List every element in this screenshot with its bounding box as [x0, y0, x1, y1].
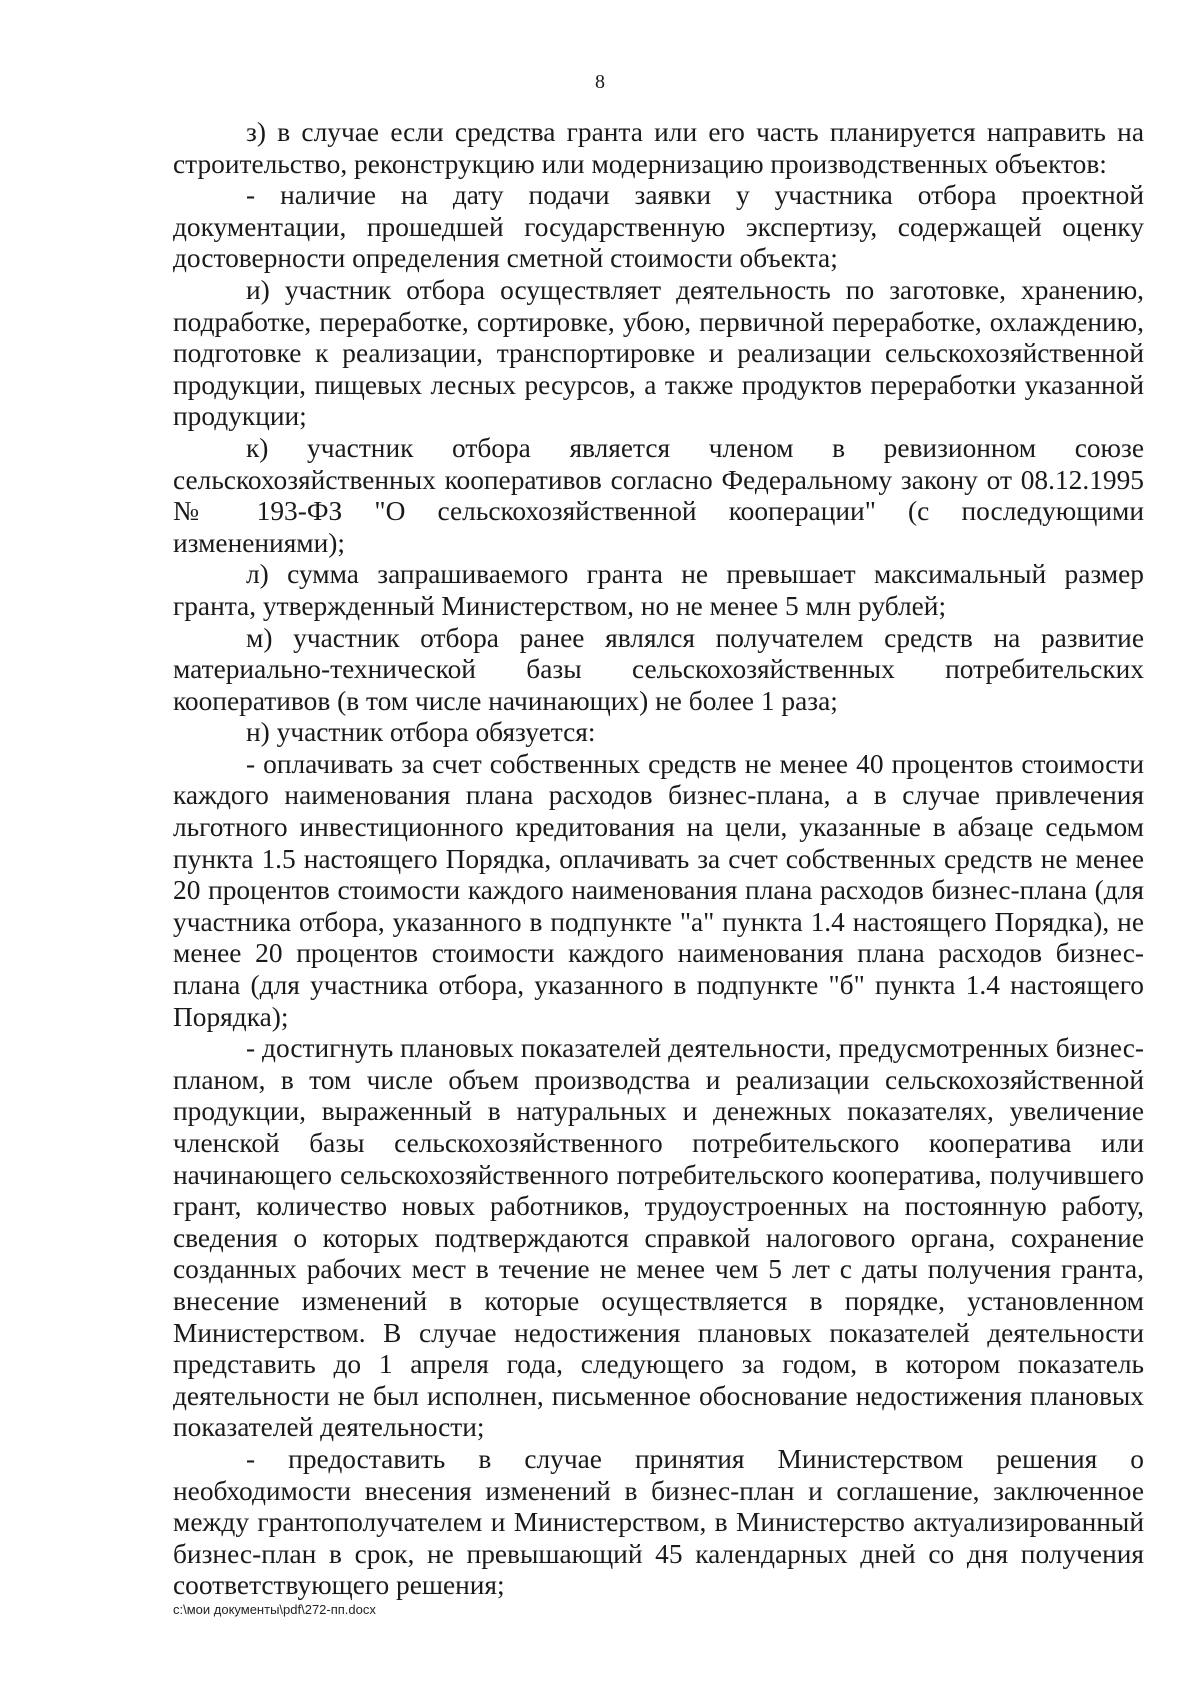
paragraph-l: л) сумма запрашиваемого гранта не превышает максимальный размер гранта, утвержденный Министерством, но не менее 5 млн рублей; — [173, 559, 1144, 621]
paragraph-n: н) участник отбора обязуется: — [246, 717, 596, 748]
paragraph-updated-business-plan: - предоставить в случае принятия Министерством решения о необходимости внесения изменений в бизнес-план и соглашение, заключенное между грантополучателем и Министерством, в Министерство актуализированный бизнес-план в срок, не превышающий 45 календарных дней со дня получения соответствующего решения; — [173, 1443, 1144, 1601]
footer-file-path: c:\мои документы\pdf\272-пп.docx — [173, 1602, 376, 1617]
paragraph-z: з) в случае если средства гранта или его часть планируется направить на строительство, реконструкцию или модернизацию производственных объектов: — [173, 117, 1144, 179]
paragraph-planned-indicators: - достигнуть плановых показателей деятельности, предусмотренных бизнес-планом, в том числе объем производства и реализации сельскохозяйственной продукции, выраженный в натуральных и денежных показателях, увеличение членской базы сельскохозяйственного потребительского кооператива или начинающего сельскохозяйственного потребительского кооператива, получившего грант, количество новых работников, трудоустроенных на постоянную работу, сведения о которых подтверждаются справкой налогового органа, сохранение созданных рабочих мест в течение не менее чем 5 лет с даты получения гранта, внесение изменений в которые осуществляется в порядке, установленном Министерством. В случае недостижения плановых показателей деятельности представить до 1 апреля года, следующего за годом, в котором показатель деятельности не был исполнен, письменное обоснование недостижения плановых показателей деятельности; — [173, 1033, 1144, 1443]
paragraph-k: к) участник отбора является членом в ревизионном союзе сельскохозяйственных кооперативов согласно Федеральному закону от 08.12.1995 № 193-ФЗ "О сельскохозяйственной кооперации" (с последующими изменениями); — [173, 432, 1144, 558]
paragraph-project-documentation: - наличие на дату подачи заявки у участника отбора проектной документации, прошедшей государственную экспертизу, содержащей оценку достоверности определения сметной стоимости объекта; — [173, 180, 1144, 274]
paragraph-m: м) участник отбора ранее являлся получателем средств на развитие материально-технической базы сельскохозяйственных потребительских кооперативов (в том числе начинающих) не более 1 раза; — [173, 622, 1144, 716]
paragraph-own-funds: - оплачивать за счет собственных средств не менее 40 процентов стоимости каждого наименования плана расходов бизнес-плана, а в случае привлечения льготного инвестиционного кредитования на цели, указанные в абзаце седьмом пункта 1.5 настоящего Порядка, оплачивать за счет собственных средств не менее 20 процентов стоимости каждого наименования плана расходов бизнес-плана (для участника отбора, указанного в подпункте "а" пункта 1.4 настоящего Порядка), не менее 20 процентов стоимости каждого наименования плана расходов бизнес-плана (для участника отбора, указанного в подпункте "б" пункта 1.4 настоящего Порядка); — [173, 748, 1144, 1032]
document-body — [173, 117, 1144, 1602]
page-number: 8 — [595, 71, 605, 93]
paragraph-i: и) участник отбора осуществляет деятельность по заготовке, хранению, подработке, переработке, сортировке, убою, первичной переработке, охлаждению, подготовке к реализации, транспортировке и реализации сельскохозяйственной продукции, пищевых лесных ресурсов, а также продуктов переработки указанной продукции; — [173, 274, 1144, 432]
